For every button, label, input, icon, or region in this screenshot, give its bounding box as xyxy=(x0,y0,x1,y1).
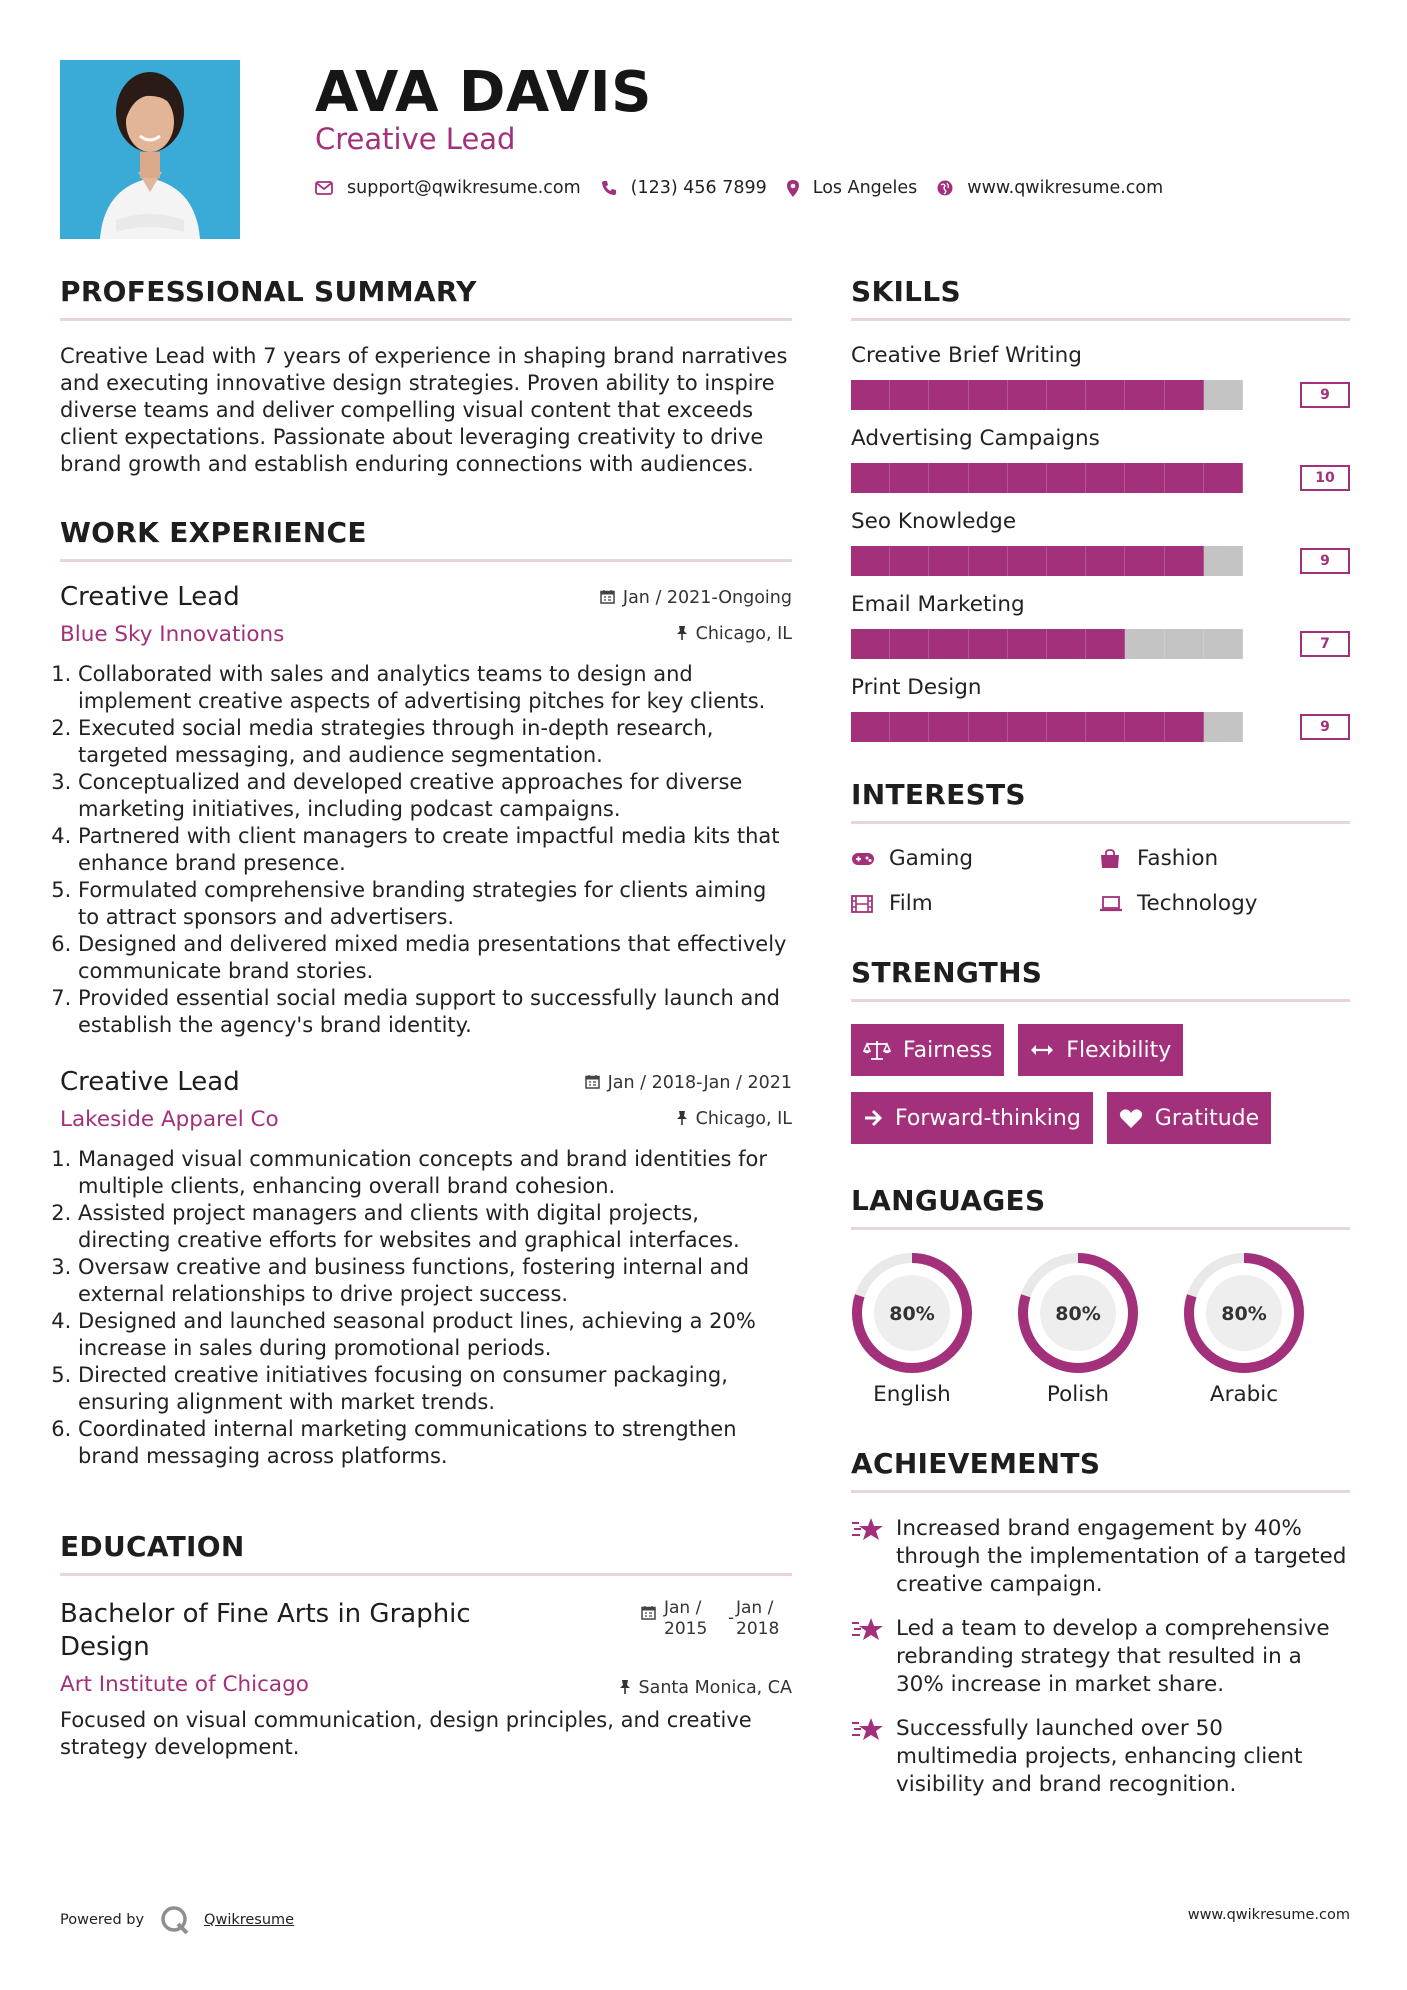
education-entry xyxy=(60,1598,792,1761)
job-location-text: Chicago, IL xyxy=(695,624,792,644)
summary-text: Creative Lead with 7 years of experience in shaping brand narratives and executing innovative design strategies. Proven ability to inspire diverse teams and deliver compelling visual content that exceeds client expectations. Passionate about leveraging creativity to drive brand growth and establish enduring connections with audiences. xyxy=(60,344,788,476)
profile-photo xyxy=(60,60,240,239)
achievement-item xyxy=(851,1615,1350,1699)
language-percent: 80% xyxy=(1055,1303,1101,1325)
summary-section xyxy=(60,275,792,478)
skill-bar xyxy=(851,463,1350,493)
language-ring xyxy=(1183,1252,1305,1374)
skill-bar-segment xyxy=(1008,629,1047,659)
education-date-separator: - xyxy=(728,1608,735,1628)
achievements-heading: ACHIEVEMENTS xyxy=(851,1447,1350,1493)
skill-bar-segment xyxy=(1125,463,1164,493)
skill-bar-segment xyxy=(969,629,1008,659)
interest-label: Technology xyxy=(1137,891,1258,916)
skill-bar-segment xyxy=(1047,380,1086,410)
skill-bar-segment xyxy=(929,629,968,659)
powered-by-text: Powered by xyxy=(60,1912,145,1928)
strength-chip xyxy=(851,1092,1093,1144)
resume-header xyxy=(60,60,1350,240)
strength-label: Flexibility xyxy=(1066,1037,1172,1063)
page-footer xyxy=(60,1895,1350,1935)
skill-level: 9 xyxy=(1300,714,1350,740)
skill-bar-segment xyxy=(929,463,968,493)
skill-bar-segment xyxy=(1125,712,1164,742)
duty-item: 1. Collaborated with sales and analytics teams to design and implement creative aspects of advertising pitches for key clients. xyxy=(78,661,792,715)
star-icon xyxy=(851,1715,896,1799)
language-name: Arabic xyxy=(1209,1382,1279,1407)
language-ring xyxy=(1017,1252,1139,1374)
skill-bar-segment xyxy=(851,463,890,493)
job-location xyxy=(676,624,792,644)
strength-chip xyxy=(1107,1092,1271,1144)
calendar-icon xyxy=(641,1598,656,1625)
skill-bar-segment xyxy=(890,629,929,659)
interests-list xyxy=(851,846,1350,916)
skill-bar-segment xyxy=(1008,546,1047,576)
job-date-text: Jan / 2018-Jan / 2021 xyxy=(607,1073,792,1093)
skill-bar xyxy=(851,629,1350,659)
language-percent: 80% xyxy=(1221,1303,1267,1325)
right-column xyxy=(851,275,1350,1815)
skill-bar-segment xyxy=(1008,463,1047,493)
language-item xyxy=(1183,1252,1305,1407)
languages-list xyxy=(851,1252,1350,1407)
skill-bar-segment xyxy=(851,546,890,576)
language-percent: 80% xyxy=(889,1303,935,1325)
skill-item xyxy=(851,343,1350,410)
interest-item xyxy=(851,846,1099,871)
qwikresume-link[interactable]: Qwikresume xyxy=(204,1912,295,1928)
skill-bar-segment xyxy=(969,463,1008,493)
interests-section xyxy=(851,778,1350,916)
job-location xyxy=(676,1109,792,1129)
skills-heading: SKILLS xyxy=(851,275,1350,321)
skill-bar-segment xyxy=(969,380,1008,410)
duty-item: 4. Designed and launched seasonal product lines, achieving a 20% increase in sales during promotional periods. xyxy=(78,1308,792,1362)
skill-bar-segment xyxy=(1008,712,1047,742)
strengths-list xyxy=(851,1024,1350,1144)
skill-bar-segment xyxy=(969,712,1008,742)
education-description: Focused on visual communication, design principles, and creative strategy development. xyxy=(60,1708,752,1759)
job-date xyxy=(600,588,792,608)
achievement-item xyxy=(851,1515,1350,1599)
email-text: support@qwikresume.com xyxy=(347,178,581,198)
location-text: Los Angeles xyxy=(812,178,918,198)
interest-item xyxy=(851,891,1099,916)
envelope-icon xyxy=(315,181,333,195)
candidate-title: Creative Lead xyxy=(315,122,516,156)
skill-bar-segment xyxy=(1125,629,1164,659)
skill-level: 7 xyxy=(1300,631,1350,657)
skill-item xyxy=(851,592,1350,659)
skill-bar-segment xyxy=(890,546,929,576)
job-date-text: Jan / 2021-Ongoing xyxy=(622,588,792,608)
gamepad-icon xyxy=(851,851,881,867)
interest-item xyxy=(1099,891,1347,916)
job-entry xyxy=(60,582,792,1039)
heart-icon xyxy=(1119,1108,1143,1129)
calendar-icon xyxy=(600,589,615,608)
skill-bar-segment xyxy=(1125,546,1164,576)
skill-level: 9 xyxy=(1300,382,1350,408)
skill-bar-segment xyxy=(890,712,929,742)
skill-name: Seo Knowledge xyxy=(851,509,1017,534)
interest-label: Fashion xyxy=(1137,846,1219,871)
skill-name: Creative Brief Writing xyxy=(851,343,1082,368)
skill-bar-segment xyxy=(890,463,929,493)
contact-row xyxy=(315,178,1183,198)
skill-name: Print Design xyxy=(851,675,982,700)
skill-bar-segment xyxy=(1047,629,1086,659)
duty-item: 6. Designed and delivered mixed media presentations that effectively communicate brand stories. xyxy=(78,931,792,985)
duty-item: 7. Provided essential social media support to successfully launch and establish the agency's brand identity. xyxy=(78,985,792,1039)
powered-by xyxy=(60,1905,294,1935)
education-location-text: Santa Monica, CA xyxy=(638,1678,792,1698)
skill-bar-segment xyxy=(1086,380,1125,410)
skill-bar-segment xyxy=(1047,546,1086,576)
strength-label: Gratitude xyxy=(1154,1105,1260,1131)
strength-chip xyxy=(851,1024,1004,1076)
job-location-text: Chicago, IL xyxy=(695,1109,792,1129)
strength-chip xyxy=(1018,1024,1183,1076)
website-text: www.qwikresume.com xyxy=(967,178,1164,198)
skills-section xyxy=(851,275,1350,742)
contact-email[interactable] xyxy=(315,178,581,198)
skill-bar-segment xyxy=(851,380,890,410)
achievement-item xyxy=(851,1715,1350,1799)
duty-item: 3. Conceptualized and developed creative approaches for diverse marketing initiatives, including podcast campaigns. xyxy=(78,769,792,823)
skill-bar xyxy=(851,546,1350,576)
skill-bar-segment xyxy=(1047,712,1086,742)
skill-bar xyxy=(851,712,1350,742)
calendar-icon xyxy=(585,1074,600,1093)
achievements-section xyxy=(851,1447,1350,1799)
skill-bar-segment xyxy=(1086,712,1125,742)
skill-bar-segment xyxy=(929,712,968,742)
duty-item: 3. Oversaw creative and business functions, fostering internal and external relationships to drive project success. xyxy=(78,1254,792,1308)
degree-title: Bachelor of Fine Arts in Graphic Design xyxy=(60,1599,471,1662)
skill-bar-segment xyxy=(1204,463,1243,493)
shopping-bag-icon xyxy=(1099,849,1129,869)
contact-phone[interactable] xyxy=(601,178,767,198)
qwikresume-logo-icon xyxy=(160,1905,190,1935)
duty-item: 2. Executed social media strategies through in-depth research, targeted messaging, and audience segmentation. xyxy=(78,715,792,769)
education-date-end: Jan / 2018 xyxy=(736,1598,780,1639)
duty-item: 1. Managed visual communication concepts and brand identities for multiple clients, enhancing overall brand cohesion. xyxy=(78,1146,792,1200)
skill-bar-segment xyxy=(851,712,890,742)
candidate-name: AVA DAVIS xyxy=(315,60,652,125)
duty-item: 6. Coordinated internal marketing communications to strengthen brand messaging across platforms. xyxy=(78,1416,792,1470)
duty-item: 2. Assisted project managers and clients with digital projects, directing creative efforts for websites and graphical interfaces. xyxy=(78,1200,792,1254)
balance-scale-icon xyxy=(863,1039,891,1061)
skill-bar-segment xyxy=(851,629,890,659)
skills-list xyxy=(851,343,1350,742)
skill-bar-segment xyxy=(1086,546,1125,576)
job-company: Lakeside Apparel Co xyxy=(60,1107,279,1132)
school-name: Art Institute of Chicago xyxy=(60,1672,309,1697)
language-name: English xyxy=(873,1382,951,1407)
job-title: Creative Lead xyxy=(60,1067,240,1097)
contact-website[interactable] xyxy=(937,178,1163,198)
summary-heading: PROFESSIONAL SUMMARY xyxy=(60,275,792,321)
footer-website-link[interactable]: www.qwikresume.com xyxy=(1187,1907,1350,1923)
phone-icon xyxy=(601,180,617,196)
skill-level: 9 xyxy=(1300,548,1350,574)
education-location xyxy=(619,1678,793,1698)
job-entry xyxy=(60,1067,792,1470)
achievement-text: Successfully launched over 50 multimedia projects, enhancing client visibility and brand recognition. xyxy=(896,1716,1303,1797)
skill-bar-segment xyxy=(1086,463,1125,493)
skill-bar-segment xyxy=(1125,380,1164,410)
language-ring xyxy=(851,1252,973,1374)
job-duties xyxy=(60,661,792,1039)
interest-label: Film xyxy=(889,891,933,916)
duty-item: 5. Formulated comprehensive branding strategies for clients aiming to attract sponsors and advertisers. xyxy=(78,877,792,931)
skill-item xyxy=(851,509,1350,576)
strength-label: Fairness xyxy=(903,1037,993,1063)
skill-bar-segment xyxy=(1165,380,1204,410)
language-item xyxy=(851,1252,973,1407)
strengths-section xyxy=(851,956,1350,1144)
arrows-h-icon xyxy=(1030,1044,1054,1056)
map-marker-icon xyxy=(787,180,799,197)
skill-bar xyxy=(851,380,1350,410)
duty-item: 5. Directed creative initiatives focusing on consumer packaging, ensuring alignment with market trends. xyxy=(78,1362,792,1416)
contact-location xyxy=(787,178,918,198)
education-date-start: Jan / 2015 xyxy=(664,1598,708,1639)
duty-item: 4. Partnered with client managers to create impactful media kits that enhance brand presence. xyxy=(78,823,792,877)
experience-heading: WORK EXPERIENCE xyxy=(60,516,792,562)
interest-item xyxy=(1099,846,1347,871)
skill-bar-segment xyxy=(929,380,968,410)
skill-level: 10 xyxy=(1300,465,1350,491)
language-item xyxy=(1017,1252,1139,1407)
skill-bar-segment xyxy=(890,380,929,410)
strength-label: Forward-thinking xyxy=(895,1105,1081,1131)
skill-bar-segment xyxy=(969,546,1008,576)
experience-section xyxy=(60,516,792,1470)
skill-item xyxy=(851,426,1350,493)
star-icon xyxy=(851,1615,896,1699)
pushpin-icon xyxy=(676,1110,688,1129)
skill-bar-segment xyxy=(929,546,968,576)
skill-bar-segment xyxy=(1165,629,1204,659)
film-icon xyxy=(851,895,881,913)
skill-bar-segment xyxy=(1204,712,1243,742)
education-heading: EDUCATION xyxy=(60,1530,792,1576)
job-title: Creative Lead xyxy=(60,582,240,612)
job-date xyxy=(585,1073,792,1093)
laptop-icon xyxy=(1099,896,1129,912)
phone-text: (123) 456 7899 xyxy=(630,178,767,198)
languages-section xyxy=(851,1184,1350,1407)
education-section xyxy=(60,1530,792,1761)
skill-bar-segment xyxy=(1165,546,1204,576)
star-icon xyxy=(851,1515,896,1599)
job-duties xyxy=(60,1146,792,1470)
skill-bar-segment xyxy=(1047,463,1086,493)
skill-name: Email Marketing xyxy=(851,592,1025,617)
skill-bar-segment xyxy=(1204,629,1243,659)
achievement-text: Led a team to develop a comprehensive rebranding strategy that resulted in a 30% increase in market share. xyxy=(896,1616,1330,1697)
language-name: Polish xyxy=(1046,1382,1110,1407)
globe-icon xyxy=(937,180,953,196)
skill-bar-segment xyxy=(1165,463,1204,493)
skill-bar-segment xyxy=(1165,712,1204,742)
strengths-heading: STRENGTHS xyxy=(851,956,1350,1002)
education-date xyxy=(641,1598,792,1640)
achievement-text: Increased brand engagement by 40% through the implementation of a targeted creative campaign. xyxy=(896,1516,1347,1597)
job-company: Blue Sky Innovations xyxy=(60,622,285,647)
pushpin-icon xyxy=(676,625,688,644)
skill-bar-segment xyxy=(1086,629,1125,659)
languages-heading: LANGUAGES xyxy=(851,1184,1350,1230)
skill-bar-segment xyxy=(1204,546,1243,576)
skill-bar-segment xyxy=(1204,380,1243,410)
skill-bar-segment xyxy=(1008,380,1047,410)
left-column xyxy=(60,275,792,1761)
arrow-right-icon xyxy=(863,1109,883,1127)
interests-heading: INTERESTS xyxy=(851,778,1350,824)
skill-name: Advertising Campaigns xyxy=(851,426,1100,451)
pushpin-icon xyxy=(619,1679,631,1698)
interest-label: Gaming xyxy=(889,846,974,871)
skill-item xyxy=(851,675,1350,742)
